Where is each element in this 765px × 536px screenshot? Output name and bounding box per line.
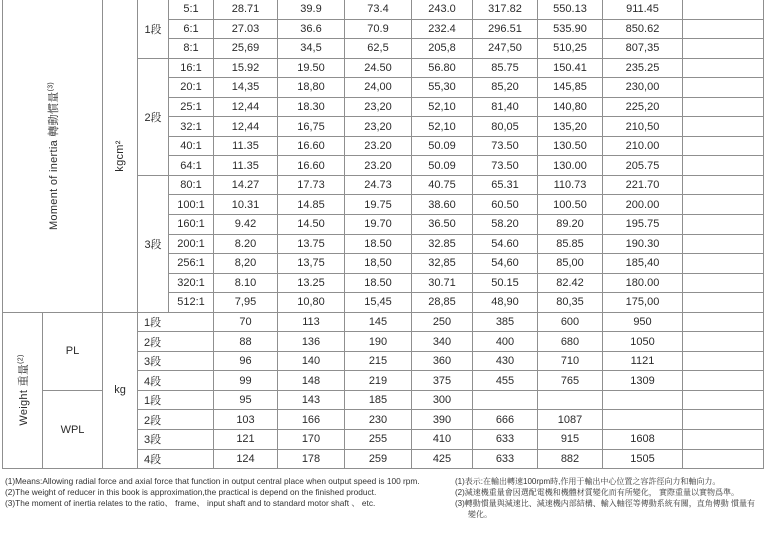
inertia-value-cell: 18.50 <box>345 273 412 293</box>
inertia-value-cell: 48,90 <box>473 293 538 313</box>
inertia-row-header-label: Moment of inertia 轉動慣量 <box>47 91 60 230</box>
weight-value-cell <box>603 390 683 410</box>
footnote-en-1: (1)Means:Allowing radial force and axial force that function in output central place when output speed is 100 rpm. <box>5 476 420 486</box>
inertia-value-cell: 14,35 <box>214 78 278 98</box>
weight-value-cell: 410 <box>412 430 473 450</box>
empty-cell <box>683 78 764 98</box>
stage-label: 2段 <box>138 58 169 175</box>
empty-cell <box>683 332 764 352</box>
inertia-value-cell: 14.50 <box>278 215 345 235</box>
inertia-value-cell: 247,50 <box>473 39 538 59</box>
ratio-label: 20:1 <box>169 78 214 98</box>
stage-label: 2段 <box>138 332 214 352</box>
inertia-value-cell: 23,20 <box>345 97 412 117</box>
inertia-value-cell: 230,00 <box>603 78 683 98</box>
ratio-label: 8:1 <box>169 39 214 59</box>
inertia-value-cell: 80,05 <box>473 117 538 137</box>
empty-cell <box>683 175 764 195</box>
inertia-value-cell: 850.62 <box>603 19 683 39</box>
inertia-value-cell: 28,85 <box>412 293 473 313</box>
weight-value-cell: 950 <box>603 312 683 332</box>
weight-value-cell <box>603 410 683 430</box>
weight-value-cell: 103 <box>214 410 278 430</box>
inertia-value-cell: 23.20 <box>345 136 412 156</box>
weight-value-cell: 455 <box>473 371 538 391</box>
inertia-value-cell: 317.82 <box>473 0 538 19</box>
inertia-value-cell: 24,00 <box>345 78 412 98</box>
empty-cell <box>683 254 764 274</box>
inertia-value-cell: 210,50 <box>603 117 683 137</box>
inertia-value-cell: 54.60 <box>473 234 538 254</box>
inertia-value-cell: 110.73 <box>538 175 603 195</box>
inertia-value-cell: 19.75 <box>345 195 412 215</box>
empty-cell <box>683 351 764 371</box>
weight-value-cell: 166 <box>278 410 345 430</box>
inertia-table-row <box>3 0 764 19</box>
weight-value-cell: 255 <box>345 430 412 450</box>
ratio-label: 100:1 <box>169 195 214 215</box>
ratio-label: 6:1 <box>169 19 214 39</box>
inertia-value-cell: 18.50 <box>345 234 412 254</box>
inertia-value-cell: 10.31 <box>214 195 278 215</box>
empty-cell <box>683 390 764 410</box>
inertia-value-cell: 911.45 <box>603 0 683 19</box>
inertia-value-cell: 180.00 <box>603 273 683 293</box>
inertia-value-cell: 130.50 <box>538 136 603 156</box>
inertia-value-cell: 510,25 <box>538 39 603 59</box>
weight-value-cell: 95 <box>214 390 278 410</box>
inertia-value-cell: 243.0 <box>412 0 473 19</box>
inertia-value-cell: 12,44 <box>214 117 278 137</box>
inertia-unit <box>103 0 138 312</box>
inertia-value-cell: 221.70 <box>603 175 683 195</box>
stage-label: 1段 <box>138 0 169 58</box>
stage-label: 4段 <box>138 449 214 469</box>
weight-value-cell: 124 <box>214 449 278 469</box>
stage-label: 1段 <box>138 390 214 410</box>
spec-table-body <box>3 0 764 469</box>
weight-value-cell: 425 <box>412 449 473 469</box>
inertia-value-cell: 81,40 <box>473 97 538 117</box>
footnote-zh-1: (1)表示:在輸出轉速100rpm時,作用于輸出中心位置之容許徑向力和軸向力。 <box>455 477 721 486</box>
weight-value-cell: 96 <box>214 351 278 371</box>
empty-cell <box>683 117 764 137</box>
weight-value-cell: 680 <box>538 332 603 352</box>
inertia-unit-text <box>114 140 126 171</box>
weight-value-cell: 230 <box>345 410 412 430</box>
inertia-value-cell: 50.15 <box>473 273 538 293</box>
inertia-value-cell: 80,35 <box>538 293 603 313</box>
inertia-value-cell: 85.75 <box>473 58 538 78</box>
ratio-label: 80:1 <box>169 175 214 195</box>
inertia-value-cell: 85,20 <box>473 78 538 98</box>
weight-value-cell: 145 <box>345 312 412 332</box>
weight-value-cell: 178 <box>278 449 345 469</box>
stage-label: 2段 <box>138 410 214 430</box>
inertia-row-header-text <box>45 82 61 230</box>
weight-value-cell: 666 <box>473 410 538 430</box>
inertia-value-cell: 62,5 <box>345 39 412 59</box>
inertia-value-cell: 32,85 <box>412 254 473 274</box>
inertia-value-cell: 550.13 <box>538 0 603 19</box>
weight-value-cell: 765 <box>538 371 603 391</box>
inertia-value-cell: 210.00 <box>603 136 683 156</box>
empty-cell <box>683 430 764 450</box>
inertia-value-cell: 535.90 <box>538 19 603 39</box>
inertia-value-cell: 39.9 <box>278 0 345 19</box>
weight-value-cell: 1121 <box>603 351 683 371</box>
inertia-value-cell: 40.75 <box>412 175 473 195</box>
inertia-value-cell: 205.75 <box>603 156 683 176</box>
footnote-en-3: (3)The moment of inertia relates to the ratio、 frame、 input shaft and to standard motor shaft 、 etc. <box>5 498 376 508</box>
empty-cell <box>683 410 764 430</box>
weight-row-header <box>3 312 43 468</box>
inertia-value-cell: 24.73 <box>345 175 412 195</box>
weight-value-cell: 633 <box>473 430 538 450</box>
weight-value-cell: 300 <box>412 390 473 410</box>
weight-value-cell: 215 <box>345 351 412 371</box>
inertia-value-cell: 190.30 <box>603 234 683 254</box>
inertia-value-cell: 73.50 <box>473 156 538 176</box>
weight-row-header-label: Weight 重量 <box>17 364 30 427</box>
empty-cell <box>683 136 764 156</box>
weight-value-cell <box>538 390 603 410</box>
inertia-value-cell: 23,20 <box>345 117 412 137</box>
inertia-value-cell: 205,8 <box>412 39 473 59</box>
inertia-value-cell: 85.85 <box>538 234 603 254</box>
inertia-value-cell: 7,95 <box>214 293 278 313</box>
empty-cell <box>683 449 764 469</box>
inertia-value-cell: 14.27 <box>214 175 278 195</box>
inertia-value-cell: 16.60 <box>278 136 345 156</box>
inertia-value-cell: 195.75 <box>603 215 683 235</box>
weight-value-cell: 633 <box>473 449 538 469</box>
empty-cell <box>683 312 764 332</box>
weight-value-cell: 385 <box>473 312 538 332</box>
inertia-value-cell: 19.50 <box>278 58 345 78</box>
empty-cell <box>683 293 764 313</box>
inertia-value-cell: 13,75 <box>278 254 345 274</box>
inertia-value-cell: 13.25 <box>278 273 345 293</box>
inertia-value-cell: 17.73 <box>278 175 345 195</box>
ratio-label: 40:1 <box>169 136 214 156</box>
inertia-value-cell: 18.30 <box>278 97 345 117</box>
inertia-value-cell: 73.50 <box>473 136 538 156</box>
weight-row-header-text <box>15 355 31 426</box>
stage-label: 3段 <box>138 175 169 312</box>
weight-value-cell <box>473 390 538 410</box>
inertia-value-cell: 52,10 <box>412 117 473 137</box>
inertia-value-cell: 200.00 <box>603 195 683 215</box>
weight-value-cell: 390 <box>412 410 473 430</box>
weight-value-cell: 882 <box>538 449 603 469</box>
weight-row-header-superscript: (2) <box>16 354 24 365</box>
ratio-label: 16:1 <box>169 58 214 78</box>
weight-value-cell: 88 <box>214 332 278 352</box>
weight-value-cell: 121 <box>214 430 278 450</box>
inertia-value-cell: 25,69 <box>214 39 278 59</box>
weight-value-cell: 1309 <box>603 371 683 391</box>
weight-value-cell: 148 <box>278 371 345 391</box>
inertia-value-cell: 14.85 <box>278 195 345 215</box>
inertia-value-cell: 11.35 <box>214 156 278 176</box>
inertia-row-header-superscript: (3) <box>46 81 54 92</box>
series-label: PL <box>43 312 103 390</box>
weight-value-cell: 710 <box>538 351 603 371</box>
inertia-value-cell: 10,80 <box>278 293 345 313</box>
footnotes-english <box>5 476 453 509</box>
empty-cell <box>683 195 764 215</box>
stage-label: 3段 <box>138 430 214 450</box>
inertia-value-cell: 30.71 <box>412 273 473 293</box>
inertia-value-cell: 36.50 <box>412 215 473 235</box>
inertia-value-cell: 24.50 <box>345 58 412 78</box>
inertia-value-cell: 9.42 <box>214 215 278 235</box>
empty-cell <box>683 58 764 78</box>
inertia-value-cell: 16,75 <box>278 117 345 137</box>
inertia-value-cell: 28.71 <box>214 0 278 19</box>
weight-value-cell: 430 <box>473 351 538 371</box>
weight-table-row <box>3 312 764 332</box>
inertia-value-cell: 19.70 <box>345 215 412 235</box>
inertia-value-cell: 296.51 <box>473 19 538 39</box>
inertia-value-cell: 145,85 <box>538 78 603 98</box>
inertia-value-cell: 52,10 <box>412 97 473 117</box>
inertia-value-cell: 807,35 <box>603 39 683 59</box>
ratio-label: 512:1 <box>169 293 214 313</box>
inertia-value-cell: 16.60 <box>278 156 345 176</box>
inertia-value-cell: 175,00 <box>603 293 683 313</box>
weight-value-cell: 190 <box>345 332 412 352</box>
weight-value-cell: 1505 <box>603 449 683 469</box>
empty-cell <box>683 97 764 117</box>
weight-value-cell: 99 <box>214 371 278 391</box>
footnote-zh-2: (2)減速機重量會因選配電機和機體材質變化而有所變化， 實際重量以實物爲準。 <box>455 488 739 497</box>
stage-label: 1段 <box>138 312 214 332</box>
inertia-row-header <box>3 0 103 312</box>
footnote-en-2: (2)The weight of reducer in this book is approximation,the practical is depend on the finished product. <box>5 487 377 497</box>
inertia-value-cell: 130.00 <box>538 156 603 176</box>
inertia-value-cell: 82.42 <box>538 273 603 293</box>
inertia-value-cell: 58.20 <box>473 215 538 235</box>
weight-value-cell: 259 <box>345 449 412 469</box>
inertia-value-cell: 140,80 <box>538 97 603 117</box>
inertia-value-cell: 60.50 <box>473 195 538 215</box>
footnote-zh-3: (3)轉動慣量與減速比、減速機内部結構、輸入軸徑等傳動系統有關，直角傳動 慣量有變化。 <box>455 499 755 519</box>
weight-value-cell: 1087 <box>538 410 603 430</box>
ratio-label: 320:1 <box>169 273 214 293</box>
inertia-value-cell: 32.85 <box>412 234 473 254</box>
weight-value-cell: 375 <box>412 371 473 391</box>
inertia-value-cell: 13.75 <box>278 234 345 254</box>
weight-value-cell: 219 <box>345 371 412 391</box>
inertia-value-cell: 100.50 <box>538 195 603 215</box>
ratio-label: 64:1 <box>169 156 214 176</box>
inertia-value-cell: 36.6 <box>278 19 345 39</box>
inertia-value-cell: 50.09 <box>412 156 473 176</box>
weight-value-cell: 1608 <box>603 430 683 450</box>
inertia-value-cell: 185,40 <box>603 254 683 274</box>
inertia-value-cell: 8.20 <box>214 234 278 254</box>
ratio-label: 25:1 <box>169 97 214 117</box>
inertia-value-cell: 65.31 <box>473 175 538 195</box>
empty-cell <box>683 39 764 59</box>
weight-value-cell: 250 <box>412 312 473 332</box>
stage-label: 4段 <box>138 371 214 391</box>
weight-value-cell: 143 <box>278 390 345 410</box>
inertia-value-cell: 135,20 <box>538 117 603 137</box>
empty-cell <box>683 156 764 176</box>
inertia-value-cell: 54,60 <box>473 254 538 274</box>
empty-cell <box>683 273 764 293</box>
weight-value-cell: 140 <box>278 351 345 371</box>
series-label: WPL <box>43 390 103 468</box>
weight-value-cell: 1050 <box>603 332 683 352</box>
ratio-label: 160:1 <box>169 215 214 235</box>
weight-value-cell: 113 <box>278 312 345 332</box>
empty-cell <box>683 371 764 391</box>
ratio-label: 32:1 <box>169 117 214 137</box>
weight-value-cell: 400 <box>473 332 538 352</box>
ratio-label: 256:1 <box>169 254 214 274</box>
empty-cell <box>683 234 764 254</box>
inertia-value-cell: 34,5 <box>278 39 345 59</box>
inertia-value-cell: 8,20 <box>214 254 278 274</box>
inertia-value-cell: 50.09 <box>412 136 473 156</box>
weight-value-cell: 360 <box>412 351 473 371</box>
weight-value-cell: 340 <box>412 332 473 352</box>
empty-cell <box>683 215 764 235</box>
inertia-value-cell: 85,00 <box>538 254 603 274</box>
weight-value-cell: 70 <box>214 312 278 332</box>
weight-value-cell: 185 <box>345 390 412 410</box>
inertia-value-cell: 150.41 <box>538 58 603 78</box>
inertia-value-cell: 23.20 <box>345 156 412 176</box>
inertia-value-cell: 18,80 <box>278 78 345 98</box>
inertia-value-cell: 70.9 <box>345 19 412 39</box>
inertia-value-cell: 8.10 <box>214 273 278 293</box>
inertia-value-cell: 235.25 <box>603 58 683 78</box>
ratio-label: 5:1 <box>169 0 214 19</box>
stage-label: 3段 <box>138 351 214 371</box>
footnotes-chinese <box>455 476 761 520</box>
inertia-value-cell: 225,20 <box>603 97 683 117</box>
spec-table <box>2 0 764 469</box>
inertia-value-cell: 56.80 <box>412 58 473 78</box>
inertia-value-cell: 12,44 <box>214 97 278 117</box>
weight-value-cell: 136 <box>278 332 345 352</box>
weight-unit: kg <box>103 312 138 468</box>
inertia-value-cell: 18,50 <box>345 254 412 274</box>
ratio-label: 200:1 <box>169 234 214 254</box>
inertia-unit-label: kgcm² <box>114 140 126 172</box>
inertia-value-cell: 15.92 <box>214 58 278 78</box>
inertia-value-cell: 89.20 <box>538 215 603 235</box>
inertia-value-cell: 11.35 <box>214 136 278 156</box>
empty-cell <box>683 19 764 39</box>
weight-value-cell: 170 <box>278 430 345 450</box>
inertia-value-cell: 27.03 <box>214 19 278 39</box>
inertia-value-cell: 15,45 <box>345 293 412 313</box>
empty-cell <box>683 0 764 19</box>
inertia-value-cell: 73.4 <box>345 0 412 19</box>
inertia-value-cell: 38.60 <box>412 195 473 215</box>
inertia-value-cell: 55,30 <box>412 78 473 98</box>
inertia-value-cell: 232.4 <box>412 19 473 39</box>
weight-value-cell: 915 <box>538 430 603 450</box>
weight-value-cell: 600 <box>538 312 603 332</box>
